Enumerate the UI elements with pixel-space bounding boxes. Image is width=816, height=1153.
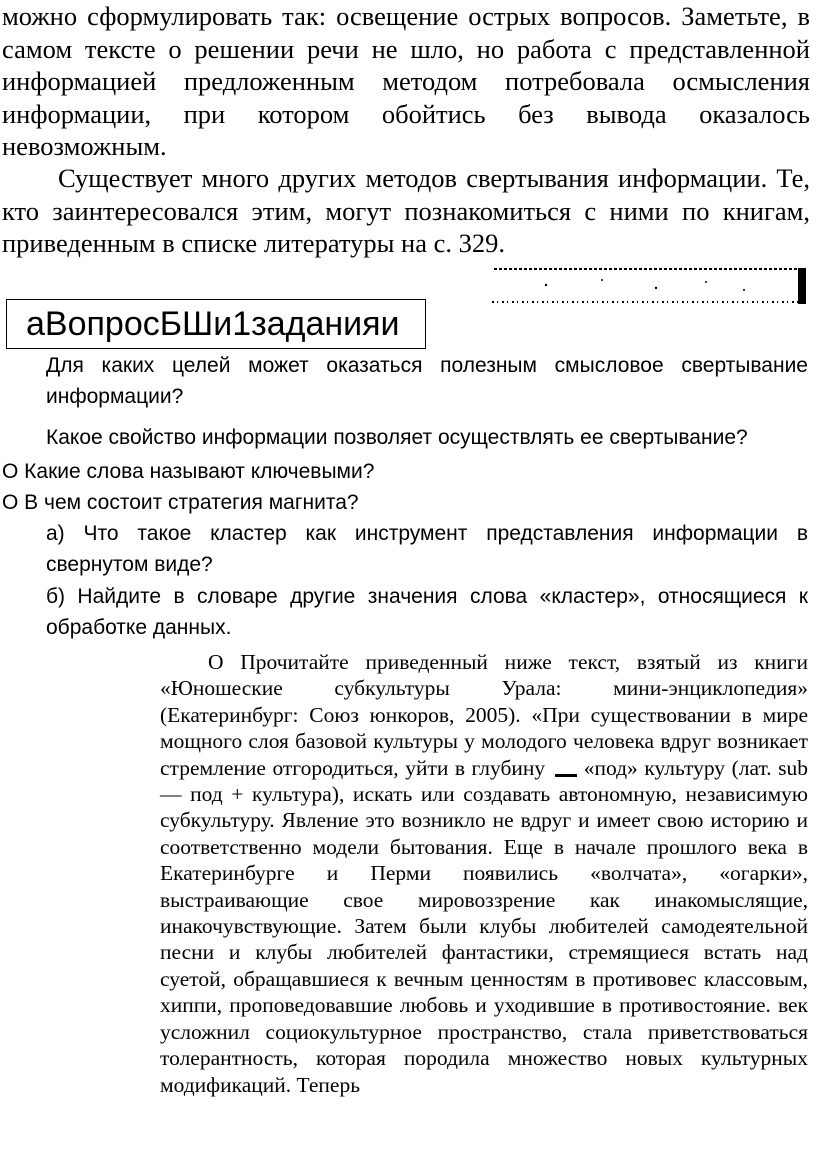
question-5a: а) Что такое кластер как инструмент представления информации в свернутом виде? (46, 522, 808, 576)
body-paragraph-2: Существует много других методов свертывания информации. Те, кто заинтересовался этим, могут познакомиться с ними по книгам, приведенным в списке литературы на с. 329. (2, 163, 810, 258)
question-4: О В чем состоит стратегия магнита? (2, 491, 359, 514)
margin-tick-mark (555, 774, 577, 777)
decorative-dashed-bar (492, 266, 808, 306)
question-1: Для каких целей может оказаться полезным смысловое свертывание информации? (46, 354, 808, 408)
section-heading: аВопросБШи1заданияи (6, 299, 426, 349)
quote-intro: О Прочитайте приведенный ниже текст, взятый из книги «Юношеские субкультуры Урала: мини-энциклопедия» (Екатеринбург: Союз юнкоров, 2005). «При существовании в мире мощного слоя базовой культуры у молодого человека вдруг возникает стремление отгородиться, уйти в глубину (160, 650, 808, 780)
quote-block (160, 649, 808, 1098)
question-5b: б) Найдите в словаре другие значения слова «кластер», относящиеся к обработке данных. (46, 585, 808, 639)
body-paragraph-1: можно сформулировать так: освещение острых вопросов. Заметьте, в самом тексте о решении речи не шло, но работа с представленной информацией предложенным методом потребовала осмысления информации, при котором обойтись без вывода оказалось невозможным. (2, 1, 810, 161)
quote-rest: «под» культуру (лат. sub — под + культура), искать или создавать автономную, независимую субкультуру. Явление это возникло не вдруг и имеет свою историю и соответственно модели бытования. Еще в начале прошлого века в Екатеринбурге и Перми появились «волчата», «огарки», выстраивающие свое мировоззрение как инакомыслящие, инакочувствующие. Затем были клубы любителей самодеятельной песни и клубы любителей фантастики, стремящиеся встать над суетой, обращавшиеся к вечным ценностям в противовес классовым, хиппи, проповедовавшие любовь и уходившие в противостояние. век усложнил социокультурное пространство, стала приветствоваться толерантность, которая породила множество новых культурных модификаций. Теперь (160, 755, 809, 1097)
question-3: О Какие слова называют ключевыми? (2, 460, 375, 483)
question-2: Какое свойство информации позволяет осуществлять ее свертывание? (46, 426, 748, 449)
